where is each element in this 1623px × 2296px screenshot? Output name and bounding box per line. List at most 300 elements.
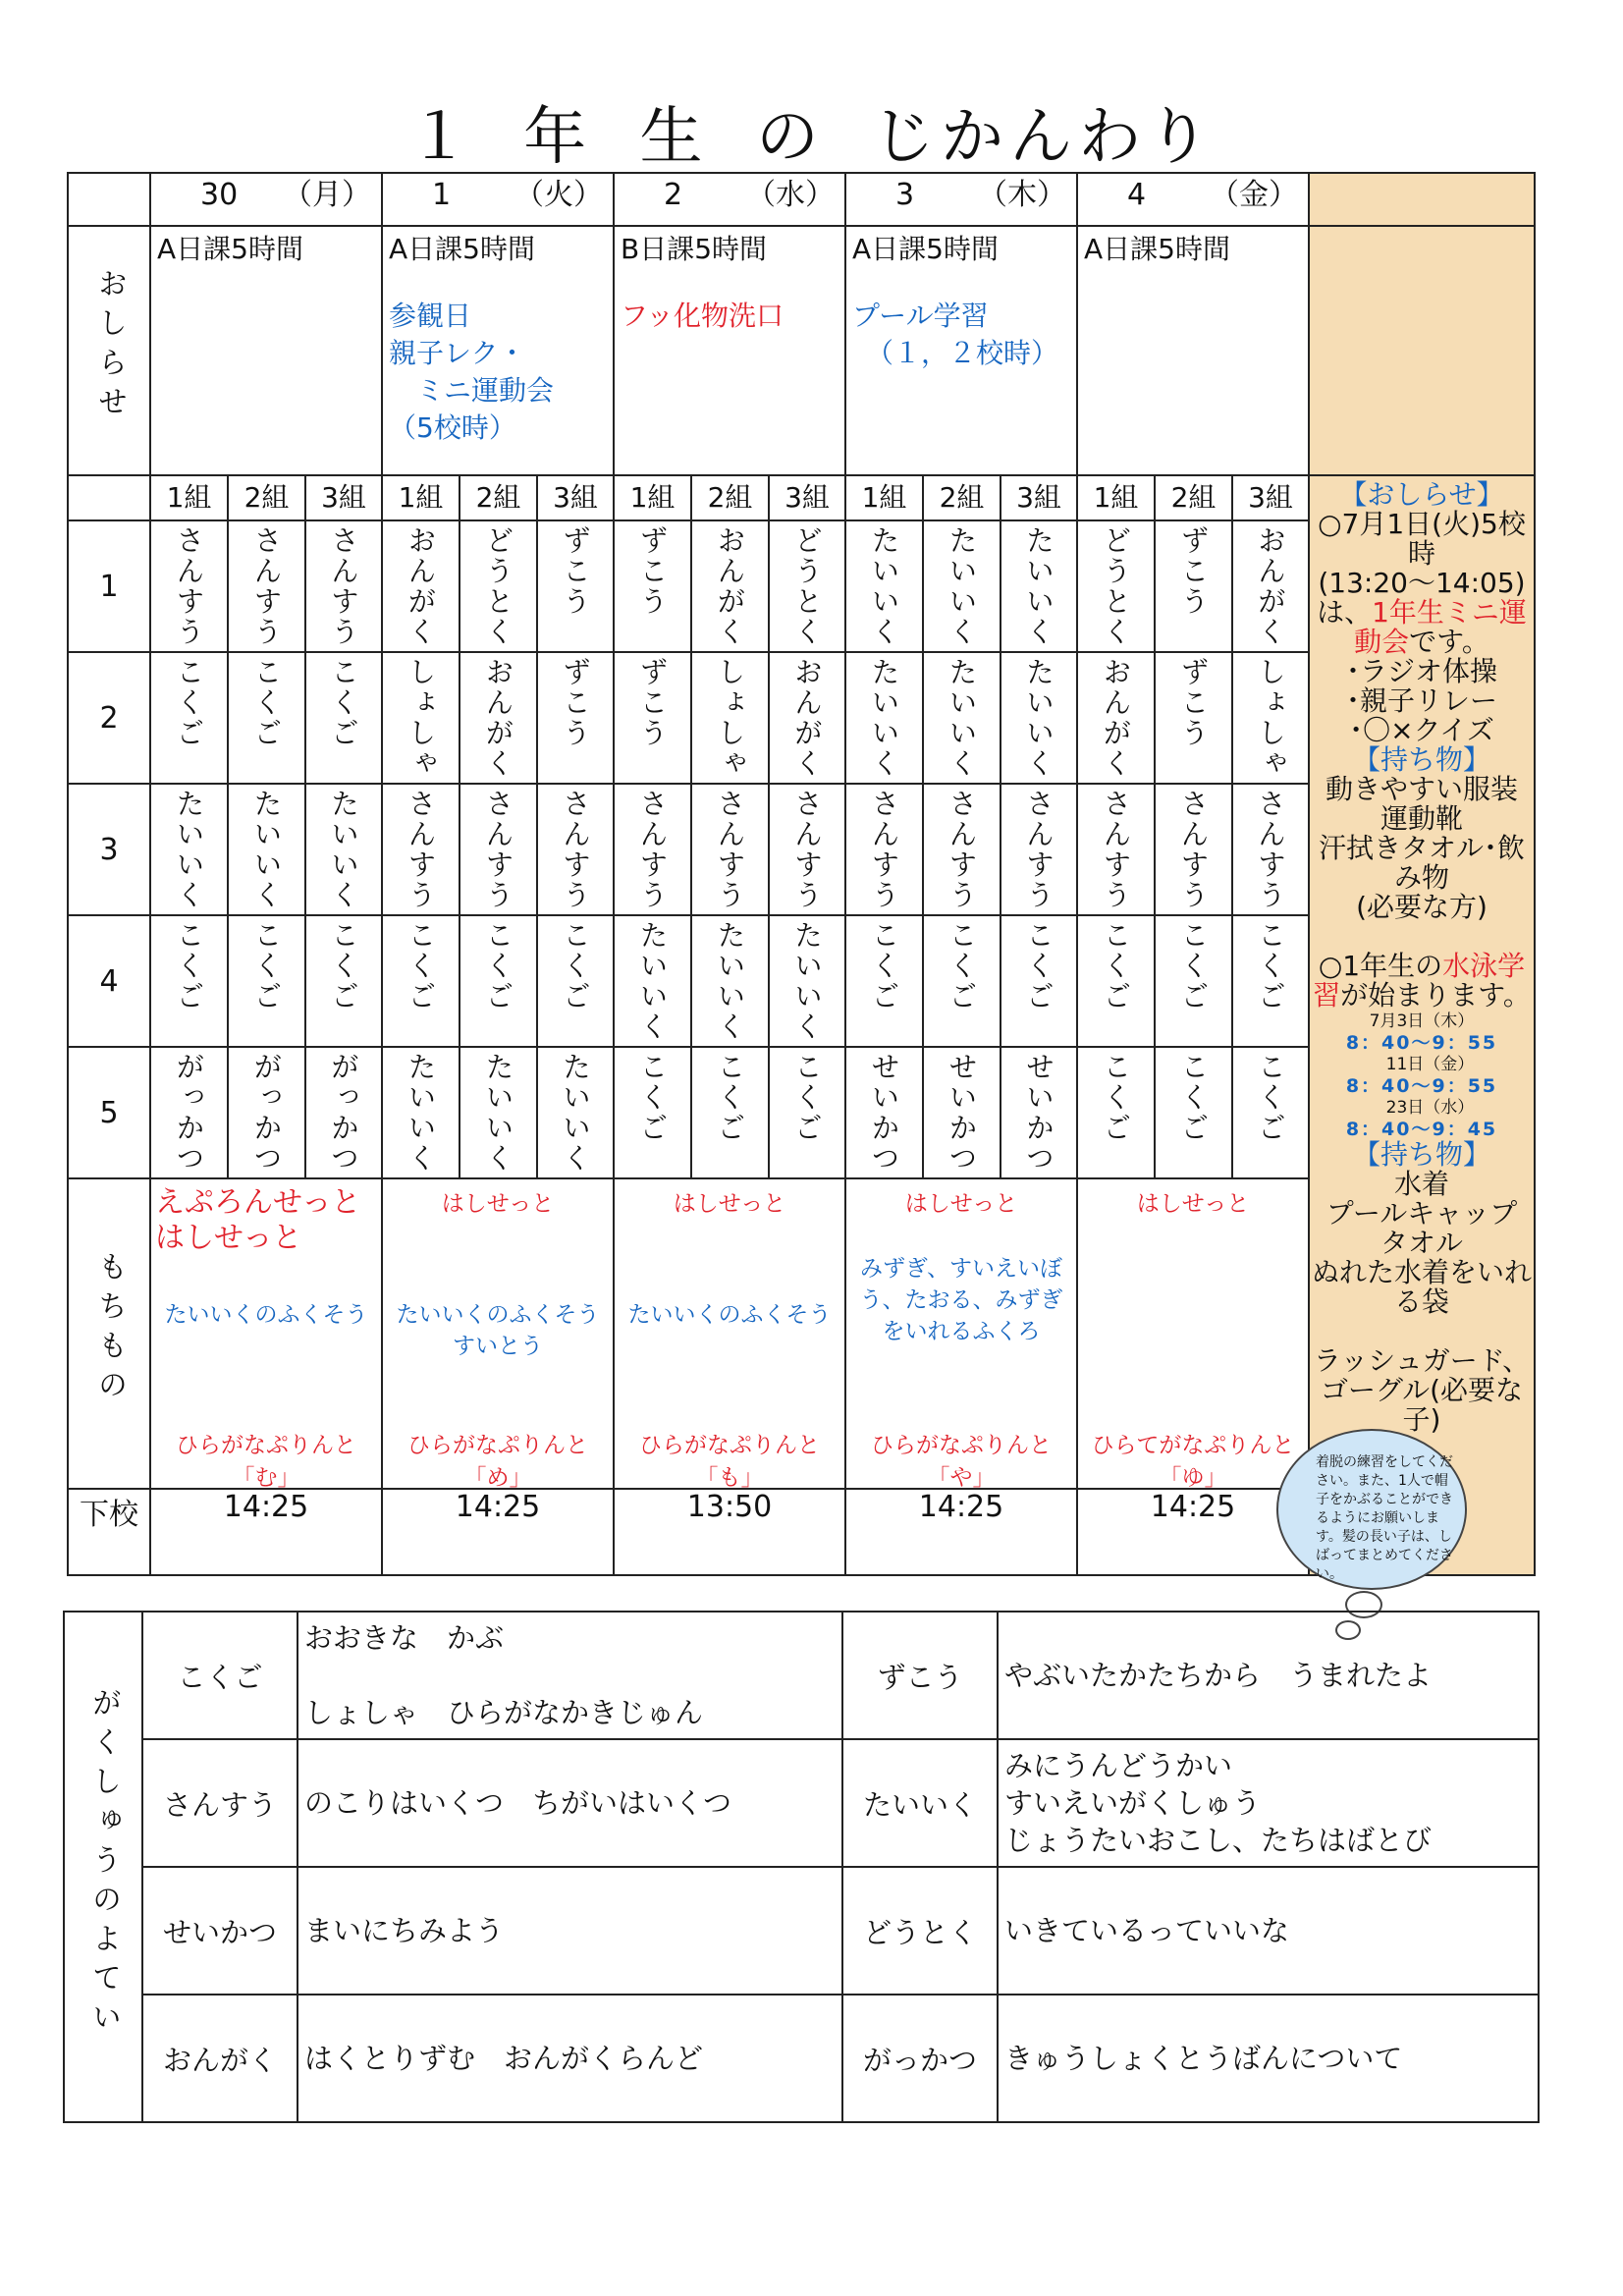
day-header-row xyxy=(68,173,1535,226)
plan-subject: たいいく xyxy=(842,1739,998,1867)
cloud-message: 着脱の練習をしてください。また、1人で帽子をかぶることができるようにお願いします。髪の長い子は、しばってまとめてください。 xyxy=(1316,1454,1453,1582)
subject-cell xyxy=(1001,784,1077,915)
mochimono-cell xyxy=(382,1178,614,1489)
side-line: 【おしらせ】 xyxy=(1339,478,1504,511)
subject-text: さんすう xyxy=(790,789,824,910)
group-label: 2組 xyxy=(691,475,769,520)
subject-cell xyxy=(923,520,1001,652)
subject-text: こくご xyxy=(1099,1052,1133,1143)
subject-cell xyxy=(769,652,845,784)
subject-text: さんすう xyxy=(481,789,515,910)
day-header-cell xyxy=(614,173,845,226)
subject-cell xyxy=(460,520,537,652)
subject-text: こくご xyxy=(790,1052,824,1143)
side-line: 23日（水） xyxy=(1369,1098,1475,1118)
mochimono-line: たいいくのふくそう xyxy=(627,1302,832,1328)
subject-text: どうとく xyxy=(481,525,515,647)
dismissal-time: 13:50 xyxy=(614,1489,845,1575)
mochimono-line: はしせっと xyxy=(673,1191,786,1217)
side-line: 【持ち物】 xyxy=(1352,743,1490,776)
side-line: 【持ち物】 xyxy=(1352,1138,1490,1171)
subject-text: さんすう xyxy=(172,525,206,647)
notice-line: （１，２校時） xyxy=(852,337,1059,369)
subject-cell xyxy=(382,520,460,652)
subject-text: さんすう xyxy=(559,789,592,910)
subject-text: たいいく xyxy=(713,920,747,1042)
day-header xyxy=(1078,174,1308,217)
notice-spacer xyxy=(621,268,839,298)
subject-cell xyxy=(460,652,537,784)
plan-subject: せいかつ xyxy=(142,1867,298,1995)
learning-plan-label: がくしゅうのよてい xyxy=(86,1686,121,2041)
group-label: 1組 xyxy=(614,475,691,520)
group-label: 3組 xyxy=(1232,475,1309,520)
mochimono-item-red xyxy=(615,1185,844,1218)
subject-text: たいいく xyxy=(249,789,284,910)
learning-plan-label-cell xyxy=(64,1612,142,2122)
plan-line: すいえいがくしゅう xyxy=(1004,1786,1262,1820)
notice-cell xyxy=(1077,226,1309,475)
plan-line: やぶいたかたちから うまれたよ xyxy=(1004,1659,1433,1692)
period-label: 4 xyxy=(68,915,150,1047)
plan-subject: こくご xyxy=(142,1612,298,1739)
subject-text: たいいく xyxy=(635,920,670,1042)
subject-text: しょしゃ xyxy=(713,657,747,779)
subject-cell xyxy=(305,784,382,915)
subject-cell xyxy=(1232,1047,1309,1178)
day-header-cell xyxy=(845,173,1077,226)
mochimono-item-blue xyxy=(383,1299,613,1362)
subject-text: こくご xyxy=(1022,920,1055,1011)
plan-subject: がっかつ xyxy=(842,1995,998,2122)
side-line: ラッシュガード、ゴーグル(必要な子) xyxy=(1313,1344,1531,1436)
subject-text: さんすう xyxy=(1254,789,1287,910)
subject-cell xyxy=(769,520,845,652)
subject-cell xyxy=(1155,1047,1232,1178)
notice-line: （5校時） xyxy=(389,411,516,444)
subject-cell xyxy=(923,1047,1001,1178)
side-line: ･親子リレー xyxy=(1345,684,1497,717)
subject-cell xyxy=(305,652,382,784)
plan-line: はくとりずむ おんがくらんど xyxy=(304,2042,704,2075)
subject-text: ずこう xyxy=(1176,525,1211,617)
learning-plan-row xyxy=(64,1739,1539,1867)
subject-cell xyxy=(769,1047,845,1178)
subject-cell xyxy=(1155,652,1232,784)
subject-cell xyxy=(150,784,228,915)
side-text: が始まります。 xyxy=(1340,979,1531,1011)
day-weekday: （火） xyxy=(514,178,603,212)
subject-text: さんすう xyxy=(327,525,360,647)
subject-text: こくご xyxy=(172,657,206,748)
subject-cell xyxy=(537,1047,614,1178)
subject-cell xyxy=(769,915,845,1047)
subject-cell xyxy=(460,915,537,1047)
subject-text: こくご xyxy=(172,920,206,1011)
period-label: 5 xyxy=(68,1047,150,1178)
subject-text: こくご xyxy=(327,657,360,748)
subject-cell xyxy=(1077,520,1155,652)
side-blank-cell xyxy=(1309,226,1535,475)
plan-content xyxy=(298,1995,842,2122)
subject-text: たいいく xyxy=(790,920,824,1042)
subject-cell xyxy=(305,1047,382,1178)
subject-text: さんすう xyxy=(867,789,901,910)
side-line: 8：40～9：55 xyxy=(1345,1075,1498,1097)
subject-cell xyxy=(1077,1047,1155,1178)
page-title: １ 年 生 の じかんわり xyxy=(406,101,1217,174)
day-weekday: （金） xyxy=(1210,178,1298,212)
day-date: 3 xyxy=(895,178,915,212)
subject-text: がっかつ xyxy=(249,1052,284,1174)
subject-text: たいいく xyxy=(1022,657,1055,779)
side-line: 水着 xyxy=(1393,1168,1449,1200)
subject-text: さんすう xyxy=(635,789,670,910)
plan-line xyxy=(304,1657,836,1694)
day-header xyxy=(383,174,613,217)
period-label: 3 xyxy=(68,784,150,915)
subject-text: さんすう xyxy=(713,789,747,910)
day-header xyxy=(615,174,844,217)
notice-label-cell xyxy=(68,226,150,475)
subject-cell xyxy=(305,915,382,1047)
side-line: (必要な方) xyxy=(1356,891,1488,923)
notice-spacer xyxy=(852,268,1070,298)
mochimono-item-red xyxy=(1078,1185,1308,1218)
side-line: 8：40～9：55 xyxy=(1345,1032,1498,1054)
dismissal-time: 14:25 xyxy=(150,1489,382,1575)
day-date: 1 xyxy=(432,178,452,212)
subject-text: ずこう xyxy=(635,525,670,617)
subject-cell xyxy=(150,1047,228,1178)
subject-text: こくご xyxy=(404,920,438,1011)
subject-cell xyxy=(1232,652,1309,784)
plan-content xyxy=(298,1739,842,1867)
subject-cell xyxy=(923,652,1001,784)
subject-text: せいかつ xyxy=(1022,1052,1055,1174)
subject-cell xyxy=(537,915,614,1047)
mochimono-line: たいいくのふくそう xyxy=(396,1302,600,1328)
group-label: 2組 xyxy=(460,475,537,520)
subject-text: こくご xyxy=(249,920,284,1011)
subject-text: おんがく xyxy=(790,657,824,779)
mochimono-worksheet: ひらがなぷりんと「め」 xyxy=(407,1433,588,1491)
plan-content xyxy=(998,1867,1539,1995)
notice-cell xyxy=(150,226,382,475)
subject-cell xyxy=(150,915,228,1047)
subject-text: こくご xyxy=(1254,1052,1287,1143)
side-line: 8：40～9：45 xyxy=(1345,1119,1498,1140)
subject-text: さんすう xyxy=(249,525,284,647)
subject-cell xyxy=(228,915,305,1047)
subject-cell xyxy=(1001,1047,1077,1178)
plan-content xyxy=(298,1867,842,1995)
notice-row xyxy=(68,226,1535,475)
mochimono-cell xyxy=(845,1178,1077,1489)
subject-cell xyxy=(1077,915,1155,1047)
group-label: 3組 xyxy=(1001,475,1077,520)
subject-text: ずこう xyxy=(559,525,592,617)
side-text: です。 xyxy=(1409,626,1489,658)
side-text: ○1年生の xyxy=(1318,950,1443,982)
subject-cell xyxy=(614,520,691,652)
notice-schedule: A日課5時間 xyxy=(1084,233,1230,265)
group-label: 3組 xyxy=(537,475,614,520)
notice-cell xyxy=(614,226,845,475)
notice-line: 親子レク・ xyxy=(389,337,526,369)
mochimono-line: はしせっと xyxy=(904,1191,1018,1217)
notice-spacer xyxy=(389,268,607,298)
group-label: 3組 xyxy=(769,475,845,520)
plan-content xyxy=(298,1612,842,1739)
mochimono-cell xyxy=(614,1178,845,1489)
day-weekday: （水） xyxy=(746,178,835,212)
subject-text: しょしゃ xyxy=(1254,657,1287,779)
dismissal-time: 14:25 xyxy=(1077,1489,1309,1575)
side-line: プールキャップ xyxy=(1325,1197,1518,1230)
day-weekday: （木） xyxy=(978,178,1066,212)
group-label: 2組 xyxy=(923,475,1001,520)
learning-plan-table xyxy=(63,1611,1540,2123)
plan-line: じょうたいおこし、たちはばとび xyxy=(1004,1824,1433,1857)
plan-content xyxy=(998,1612,1539,1739)
subject-text: こくご xyxy=(249,657,284,748)
period-label: 1 xyxy=(68,520,150,652)
subject-cell xyxy=(614,784,691,915)
side-highlight: 1年生ミニ運動会 xyxy=(1354,596,1527,658)
day-date: 30 xyxy=(200,178,239,212)
mochimono-cell xyxy=(1077,1178,1309,1489)
subject-cell xyxy=(1155,520,1232,652)
subject-cell xyxy=(1155,915,1232,1047)
subject-text: こくご xyxy=(481,920,515,1011)
subject-cell xyxy=(537,652,614,784)
mochimono-worksheet: ひらてがなぷりんと「ゆ」 xyxy=(1091,1433,1295,1491)
subject-text: こくご xyxy=(713,1052,747,1143)
subject-cell xyxy=(228,784,305,915)
mochimono-line: はしせっと xyxy=(441,1191,555,1217)
side-line xyxy=(1312,598,1532,657)
notice-line: フッ化物洗口 xyxy=(621,300,784,332)
notice-schedule: A日課5時間 xyxy=(389,233,535,265)
notice-cell xyxy=(845,226,1077,475)
side-line: (13:20～14:05) xyxy=(1318,567,1526,599)
side-line: 汗拭きタオル･飲み物 xyxy=(1318,832,1525,894)
subject-text: こくご xyxy=(945,920,979,1011)
mochimono-worksheet: ひらがなぷりんと「や」 xyxy=(871,1433,1052,1491)
subject-cell xyxy=(460,784,537,915)
subject-text: ずこう xyxy=(635,657,670,748)
plan-line: のこりはいくつ ちがいはいくつ xyxy=(304,1786,732,1820)
corner-cell xyxy=(68,173,150,226)
subject-text: ずこう xyxy=(559,657,592,748)
side-notice-panel xyxy=(1309,475,1535,1575)
dismissal-time: 14:25 xyxy=(382,1489,614,1575)
side-line: 動きやすい服装 xyxy=(1325,773,1518,805)
mochimono-label-cell xyxy=(68,1178,150,1489)
subject-cell xyxy=(1001,520,1077,652)
subject-text: こくご xyxy=(559,920,592,1011)
group-label: 1組 xyxy=(150,475,228,520)
subject-text: せいかつ xyxy=(867,1052,901,1174)
notice-cell xyxy=(382,226,614,475)
subject-text: どうとく xyxy=(790,525,824,647)
plan-subject: さんすう xyxy=(142,1739,298,1867)
subject-text: たいいく xyxy=(1022,525,1055,647)
day-header-cell xyxy=(150,173,382,226)
mochimono-line: えぷろんせっと xyxy=(155,1185,361,1220)
subject-cell xyxy=(691,520,769,652)
plan-line: いきているっていいな xyxy=(1004,1914,1290,1947)
plan-line: きゅうしょくとうばんについて xyxy=(1004,2042,1403,2075)
side-line: 7月3日（木） xyxy=(1369,1011,1475,1031)
plan-content xyxy=(998,1739,1539,1867)
subject-cell xyxy=(1001,652,1077,784)
subject-cell xyxy=(537,520,614,652)
mochimono-label: もちもの xyxy=(92,1251,127,1408)
subject-text: こくご xyxy=(327,920,360,1011)
subject-text: ずこう xyxy=(1176,657,1211,748)
subject-text: さんすう xyxy=(1099,789,1133,910)
side-line: ○7月1日(火)5校時 xyxy=(1318,508,1526,570)
subject-cell xyxy=(845,915,923,1047)
plan-line: みにうんどうかい xyxy=(1004,1749,1233,1782)
subject-cell xyxy=(305,520,382,652)
subject-cell xyxy=(150,520,228,652)
mochimono-line: はしせっと xyxy=(1136,1191,1250,1217)
plan-subject: ずこう xyxy=(842,1612,998,1739)
subject-text: こくご xyxy=(867,920,901,1011)
notice-schedule: A日課5時間 xyxy=(852,233,999,265)
side-line: 11日（金） xyxy=(1369,1055,1475,1074)
subject-cell xyxy=(1077,652,1155,784)
dismissal-time: 14:25 xyxy=(845,1489,1077,1575)
subject-text: さんすう xyxy=(404,789,438,910)
plan-line: おおきな かぶ xyxy=(304,1621,505,1655)
mochimono-item-blue xyxy=(615,1299,844,1331)
subject-text: さんすう xyxy=(1022,789,1055,910)
plan-line: しょしゃ ひらがなかきじゅん xyxy=(304,1696,704,1729)
side-header-cell xyxy=(1309,173,1535,226)
subject-text: おんがく xyxy=(713,525,747,647)
notice-line: 参観日 xyxy=(389,300,472,332)
subject-text: さんすう xyxy=(1176,789,1211,910)
subject-cell xyxy=(382,784,460,915)
day-date: 4 xyxy=(1127,178,1147,212)
subject-text: こくご xyxy=(635,1052,670,1143)
mochimono-line: たいいくのふくそう xyxy=(164,1302,368,1328)
subject-text: たいいく xyxy=(481,1052,515,1174)
group-label: 1組 xyxy=(845,475,923,520)
subject-cell xyxy=(1232,784,1309,915)
side-text: は、 xyxy=(1317,596,1373,629)
subject-cell xyxy=(1001,915,1077,1047)
day-header-cell xyxy=(1077,173,1309,226)
subject-cell xyxy=(845,784,923,915)
subject-text: たいいく xyxy=(867,525,901,647)
subject-cell xyxy=(691,1047,769,1178)
notice-schedule: A日課5時間 xyxy=(157,233,303,265)
subject-cell xyxy=(923,915,1001,1047)
mochimono-item-red xyxy=(151,1185,381,1256)
mochimono-item-blue xyxy=(151,1299,381,1331)
side-line: 運動靴 xyxy=(1380,802,1463,835)
subject-text: たいいく xyxy=(559,1052,592,1174)
subject-cell xyxy=(1232,915,1309,1047)
side-line: タオル xyxy=(1380,1227,1463,1259)
subject-cell xyxy=(228,520,305,652)
mochimono-item-red xyxy=(383,1185,613,1218)
subject-text: こくご xyxy=(1176,920,1211,1011)
mochimono-worksheet: ひらがなぷりんと「も」 xyxy=(639,1433,820,1491)
subject-text: しょしゃ xyxy=(404,657,438,779)
subject-cell xyxy=(228,1047,305,1178)
learning-plan-row xyxy=(64,1612,1539,1739)
subject-cell xyxy=(691,652,769,784)
group-label: 1組 xyxy=(1077,475,1155,520)
subject-text: たいいく xyxy=(327,789,360,910)
subject-text: こくご xyxy=(1254,920,1287,1011)
group-header-row xyxy=(68,475,1535,520)
day-weekday: （月） xyxy=(283,178,371,212)
group-label: 2組 xyxy=(1155,475,1232,520)
group-corner-cell xyxy=(68,475,150,520)
side-line: ぬれた水着をいれる袋 xyxy=(1312,1256,1533,1318)
plan-line: まいにちみよう xyxy=(304,1914,505,1947)
mochimono-cell xyxy=(150,1178,382,1489)
subject-text: こくご xyxy=(1099,920,1133,1011)
subject-text: おんがく xyxy=(481,657,515,779)
subject-cell xyxy=(537,784,614,915)
plan-content xyxy=(998,1995,1539,2122)
subject-cell xyxy=(845,1047,923,1178)
subject-cell xyxy=(382,652,460,784)
period-label: 2 xyxy=(68,652,150,784)
subject-cell xyxy=(150,652,228,784)
day-header xyxy=(151,174,381,217)
subject-cell xyxy=(382,1047,460,1178)
subject-text: たいいく xyxy=(404,1052,438,1174)
notice-label: おしらせ xyxy=(92,268,127,425)
day-header xyxy=(846,174,1076,217)
dismissal-label: 下校 xyxy=(68,1489,150,1575)
mochimono-item-blue xyxy=(846,1253,1076,1347)
notice-line: ミニ運動会 xyxy=(389,374,555,407)
notice-schedule: B日課5時間 xyxy=(621,233,768,265)
subject-cell xyxy=(614,1047,691,1178)
mochimono-line: はしせっと xyxy=(155,1221,302,1255)
side-gap xyxy=(1312,922,1532,952)
subject-cell xyxy=(769,784,845,915)
day-header-cell xyxy=(382,173,614,226)
subject-text: おんがく xyxy=(1254,525,1287,647)
weekly-timetable xyxy=(67,172,1536,1576)
subject-text: たいいく xyxy=(172,789,206,910)
subject-cell xyxy=(845,520,923,652)
learning-plan-row xyxy=(64,1995,1539,2122)
subject-text: がっかつ xyxy=(172,1052,206,1174)
side-highlight: 水泳学習 xyxy=(1313,950,1526,1011)
subject-text: こくご xyxy=(1176,1052,1211,1143)
notice-line: プール学習 xyxy=(852,300,989,332)
plan-subject: どうとく xyxy=(842,1867,998,1995)
subject-cell xyxy=(691,915,769,1047)
subject-text: おんがく xyxy=(404,525,438,647)
subject-cell xyxy=(228,652,305,784)
subject-cell xyxy=(1155,784,1232,915)
learning-plan-row xyxy=(64,1867,1539,1995)
subject-cell xyxy=(1232,520,1309,652)
